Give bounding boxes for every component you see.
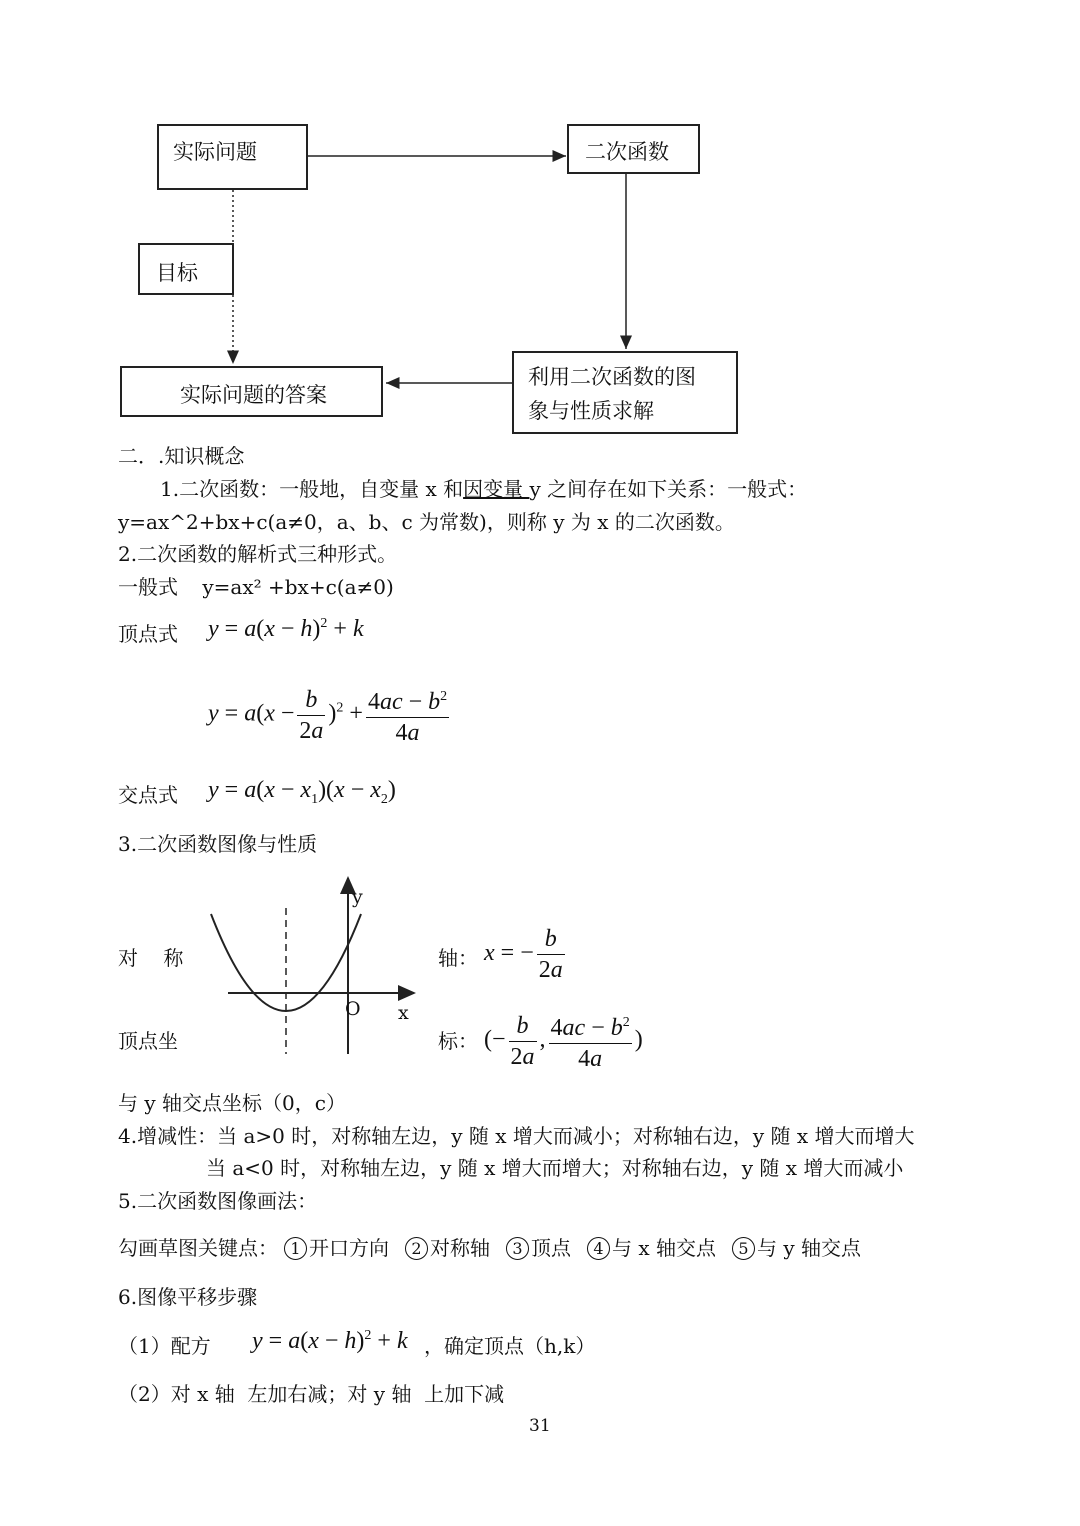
box-solve: [512, 351, 738, 434]
vertex-form-expanded-formula: y = a(x − $\frac{b}{2a}$ )$^2$ + $\frac{4ac - b^2}{4a}$: [208, 682, 452, 748]
key-point-number: 3: [506, 1237, 529, 1260]
y-intercept-line: 与 y 轴交点坐标（0，c）: [118, 1091, 346, 1115]
key-point-text: 与 y 轴交点: [757, 1236, 862, 1260]
symmetry-axis-label-a: 对 称: [118, 946, 184, 970]
box-goal: [138, 243, 234, 295]
vertex-form-label: 顶点式: [118, 622, 178, 646]
key-points-line: [118, 1234, 861, 1262]
monotonicity-line-1: 4.增减性：当 a>0 时，对称轴左边，y 随 x 增大而减小；对称轴右边，y 随 x 增大而增大: [118, 1124, 915, 1148]
origin-label: O: [345, 998, 361, 1020]
parabola-graph: [200, 872, 430, 1062]
key-point-number: 1: [284, 1237, 307, 1260]
forms-title: 2.二次函数的解析式三种形式。: [118, 542, 398, 566]
vertex-coord-label-b: 标：: [438, 1029, 478, 1053]
key-points-lead: 勾画草图关键点：: [118, 1236, 278, 1260]
box-solve-line1: 利用二次函数的图: [528, 365, 696, 389]
box-actual-problem-label: 实际问题: [173, 140, 257, 164]
general-form: [118, 573, 394, 601]
box-solve-line2: 象与性质求解: [528, 399, 654, 423]
vertex-coord-label-a: 顶点坐: [118, 1029, 178, 1053]
key-point-text: 与 x 轴交点: [612, 1236, 716, 1260]
vertex-form-formula: $y = a(x - h)^2 + k$: [208, 616, 364, 642]
general-form-expression: y=ax² +bx+c(a≠0): [202, 575, 394, 599]
step-1-formula: $y = a(x - h)^2 + k$: [252, 1328, 408, 1354]
key-point-text: 对称轴: [430, 1236, 490, 1260]
step-1-after: ，确定顶点（h,k）: [424, 1334, 596, 1358]
box-quadratic-function: [567, 124, 700, 174]
y-axis-label: y: [352, 886, 363, 908]
definition-line-1-a: 1.二次函数：一般地，自变量 x 和: [160, 477, 464, 501]
general-form-label: 一般式: [118, 575, 178, 599]
monotonicity-line-2: 当 a<0 时，对称轴左边，y 随 x 增大而增大；对称轴右边，y 随 x 增大而减小: [206, 1156, 904, 1180]
drawing-method-title: 5.二次函数图像画法：: [118, 1189, 318, 1213]
definition-line-1-underlined: 因变量: [463, 477, 530, 501]
section-title: 二．.知识概念: [118, 444, 245, 468]
key-point-text: 开口方向: [309, 1236, 389, 1260]
x-axis-label: x: [398, 1002, 409, 1024]
symmetry-axis-label-b: 轴：: [438, 946, 478, 970]
intercept-form-label: 交点式: [118, 783, 178, 807]
step-1-label: （1）配方: [118, 1334, 211, 1358]
symmetry-axis-formula: x = − $\frac{b}{2a}$: [484, 926, 563, 983]
box-answer-label: 实际问题的答案: [180, 383, 327, 407]
box-answer: [120, 366, 383, 417]
box-actual-problem: [157, 124, 308, 190]
key-point-number: 5: [732, 1237, 755, 1260]
page-number: 31: [529, 1416, 551, 1436]
graph-section-title: 3.二次函数图像与性质: [118, 832, 318, 856]
definition-line-1: [160, 475, 807, 503]
box-quadratic-function-label: 二次函数: [585, 140, 669, 164]
box-goal-label: 目标: [156, 261, 198, 285]
vertex-coord-formula: (− $\frac{b}{2a}$ , $\frac{4ac - b^2}{4a}$ ): [484, 1008, 643, 1074]
shift-steps-title: 6.图像平移步骤: [118, 1285, 258, 1309]
definition-line-1-b: y 之间存在如下关系：一般式：: [529, 477, 808, 501]
step-2-line: （2）对 x 轴 左加右减；对 y 轴 上加下减: [118, 1382, 505, 1406]
intercept-form-formula: $y = a(x - x_1)(x - x_2)$: [208, 777, 396, 807]
definition-line-2: y=ax^2+bx+c(a≠0，a、b、c 为常数)，则称 y 为 x 的二次函数。: [118, 510, 735, 534]
key-point-text: 顶点: [531, 1236, 571, 1260]
key-point-number: 2: [405, 1237, 428, 1260]
key-point-number: 4: [587, 1237, 610, 1260]
